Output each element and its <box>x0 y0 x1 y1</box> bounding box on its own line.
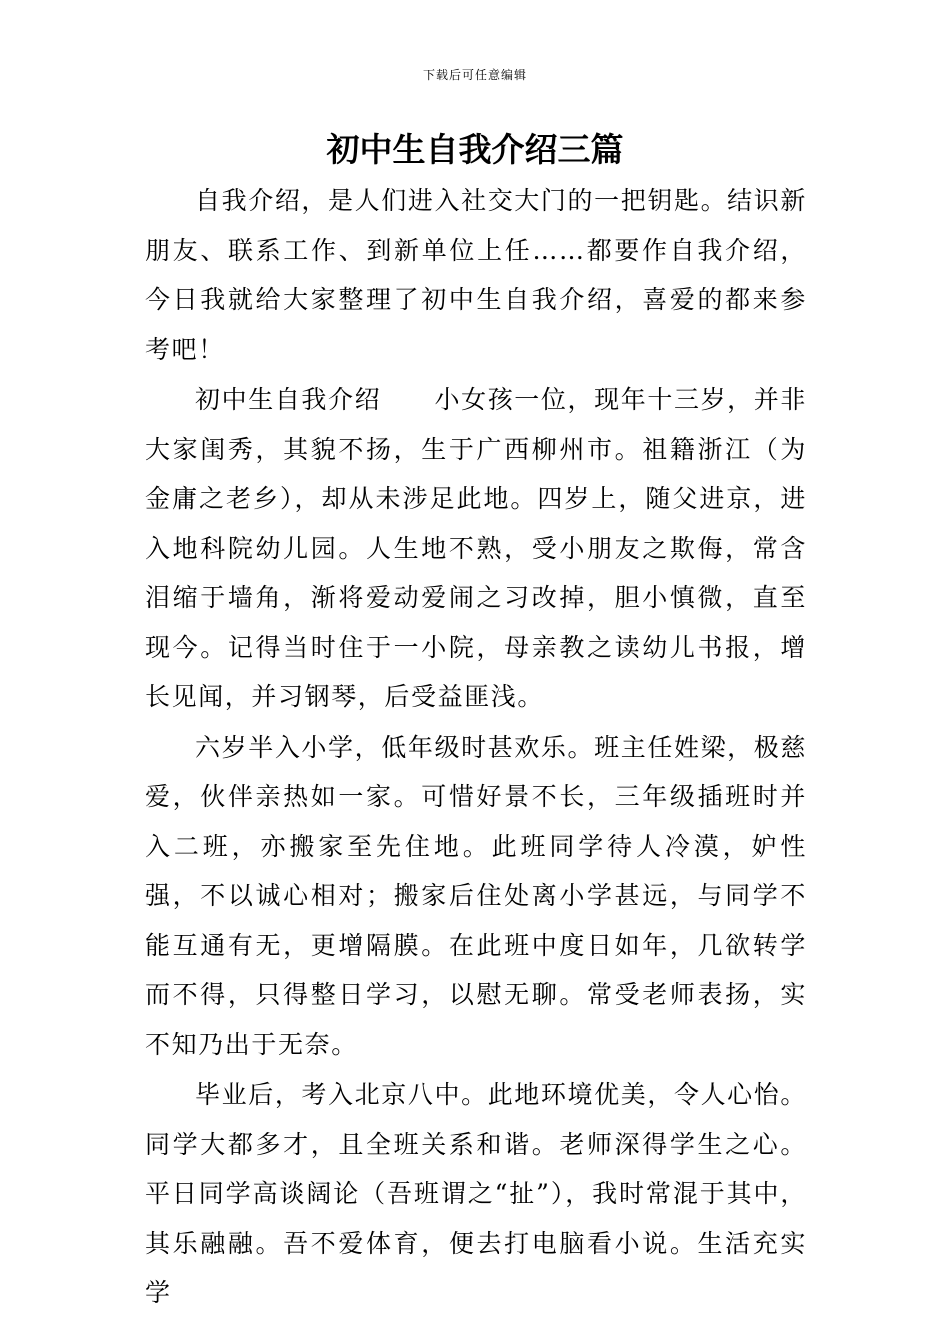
paragraph-3: 毕业后，考入北京八中。此地环境优美，令人心怡。同学大都多才，且全班关系和谐。老师深得学生之心。平日同学高谈阔论（吾班谓之“扯”），我时常混于其中，其乐融融。吾不爱体育，便去打电脑看小说。生活充实学 <box>145 1080 807 1307</box>
header-note: 下载后可任意编辑 <box>422 68 527 82</box>
paragraph-2: 六岁半入小学，低年级时甚欢乐。班主任姓梁，极慈爱，伙伴亲热如一家。可惜好景不长，三年级插班时并入二班，亦搬家至先住地。此班同学待人冷漠，妒性强，不以诚心相对；搬家后住处离小学甚远，与同学不能互通有无，更增隔膜。在此班中度日如年，几欲转学而不得，只得整日学习，以慰无聊。常受老师表扬，实不知乃出于无奈。 <box>145 732 807 1059</box>
paragraph-1: 初中生自我介绍 小女孩一位，现年十三岁，并非大家闺秀，其貌不扬，生于广西柳州市。祖籍浙江（为金庸之老乡），却从未涉足此地。四岁上，随父进京，进入地科院幼儿园。人生地不熟，受小朋友之欺侮，常含泪缩于墙角，渐将爱动爱闹之习改掉，胆小慎微，直至现今。记得当时住于一小院，母亲教之读幼儿书报，增长见闻，并习钢琴，后受益匪浅。 <box>145 385 807 711</box>
document-body <box>145 176 807 1318</box>
paragraph-intro: 自我介绍，是人们进入社交大门的一把钥匙。结识新朋友、联系工作、到新单位上任……都要作自我介绍，今日我就给大家整理了初中生自我介绍，喜爱的都来参考吧！ <box>145 186 807 364</box>
document-title: 初中生自我介绍三篇 <box>326 130 624 169</box>
